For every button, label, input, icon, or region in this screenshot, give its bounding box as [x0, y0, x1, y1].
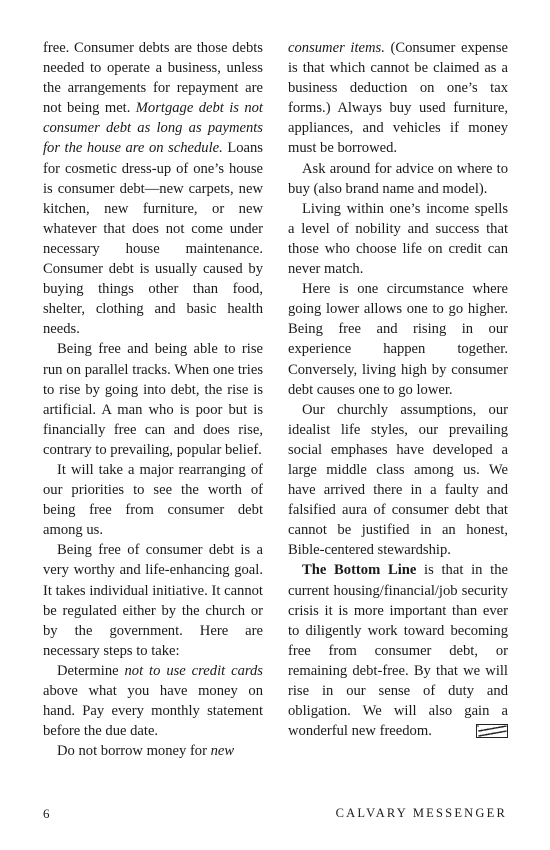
italic-text: consumer items. [288, 40, 385, 56]
text-run: Loans for cosmetic dress-up of one’s house is consumer debt—new carpets, new kitchen, new furniture, or new whatever that does not come under necessary house maintenance. Consumer debt is usually caused by buying things other than food, shelter, clothing and basic health needs. [43, 140, 263, 338]
bold-text: The Bottom Line [302, 562, 417, 579]
italic-text: Mortgage debt is not consumer debt as long as payments for the house are on schedule. [43, 100, 263, 157]
text-run: Our churchly assumptions, our idealist life styles, our prevailing social emphases have developed a large middle class among us. We have arrived there in a faulty and falsified aura of consumer debt that cannot be justified in an honest, Bible-centered stewardship. [288, 401, 508, 559]
page-number: 6 [43, 806, 50, 821]
paragraph [43, 339, 263, 460]
paragraph [288, 279, 508, 400]
paragraph [43, 460, 263, 540]
text-run: Here is one circumstance where going lower allows one to go higher. Being free and rising in our experience happen together. Conversely, living high by consumer debt causes one to go lower. [288, 281, 508, 398]
italic-text: new [210, 743, 235, 760]
end-ornament-icon [476, 724, 508, 738]
text-run: Being free and being able to rise run on parallel tracks. When one tries to rise by going into debt, the rise is artificial. A man who is poor but is financially free can and does rise, contrary to prevailing, popular belief. [43, 341, 263, 458]
right-column [288, 38, 508, 741]
paragraph [288, 560, 508, 741]
text-run: Do not borrow money for [57, 743, 211, 760]
paragraph [288, 400, 508, 561]
paragraph [288, 38, 508, 159]
paragraph [43, 661, 263, 741]
text-run: Living within one’s income spells a level of nobility and success that those who choose life on credit can never match. [288, 200, 508, 278]
paragraph [43, 38, 263, 339]
text-run: (Consumer expense is that which cannot be claimed as a business deduction on one’s tax forms.) Always buy used furniture, appliances, and vehicles if money must be borrowed. [288, 40, 508, 157]
paragraph [288, 159, 508, 199]
left-column [43, 38, 263, 761]
text-run: Being free of consumer debt is a very worthy and life-enhancing goal. It takes individual initiative. It cannot be regulated either by the church or by the government. Here are necessary steps to take: [43, 542, 263, 659]
paragraph [288, 199, 508, 279]
text-run: free. Consumer debts are those debts needed to operate a business, unless the arrangements for repayment are not being met. [43, 40, 263, 117]
publication-title: CALVARY MESSENGER [335, 806, 507, 820]
text-run: It will take a major rearranging of our priorities to see the worth of being free from consumer debt among us. [43, 461, 263, 539]
italic-text: not to use credit cards [124, 662, 263, 679]
text-run: Ask around for advice on where to buy (also brand name and model). [288, 160, 508, 197]
text-run: Determine [57, 662, 125, 679]
paragraph [43, 540, 263, 661]
text-run: is that in the current housing/financial/job security crisis it is more important than ever to diligently work toward becoming free from consumer debt, or remaining debt-free. By that we will rise in our sense of duty and obligation. We will also gain a wonderful new freedom. [288, 562, 508, 740]
text-run: above what you have money on hand. Pay every monthly statement before the due date. [43, 683, 263, 740]
paragraph [43, 741, 263, 761]
